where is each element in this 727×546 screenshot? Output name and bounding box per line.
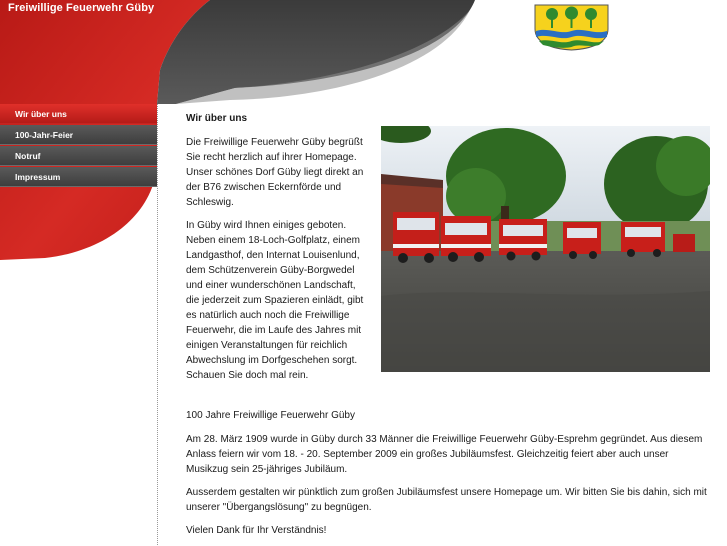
section-title: 100 Jahre Freiwillige Feuerwehr Güby [186, 410, 355, 421]
section-paragraph: Vielen Dank für Ihr Verständnis! [186, 525, 327, 536]
nav-item-100-jahr-feier[interactable]: 100-Jahr-Feier [0, 125, 157, 145]
nav-item-wir-ueber-uns[interactable]: Wir über uns [0, 104, 157, 124]
main-navigation [0, 104, 157, 188]
site-title: Freiwillige Feuerwehr Güby [8, 2, 155, 14]
fire-trucks-photo [381, 126, 710, 372]
intro-paragraph: Die Freiwillige Feuerwehr Güby begrüßt Sie recht herzlich auf ihrer Homepage. Unser schönes Dorf Güby liegt direkt an der B76 zwischen Eckernförde und Schleswig. [186, 137, 364, 208]
nav-item-notruf[interactable]: Notruf [0, 146, 157, 166]
coat-of-arms-icon [533, 3, 610, 51]
dotted-divider [157, 104, 158, 545]
intro-paragraph: In Güby wird Ihnen einiges geboten. Neben einem 18-Loch-Golfplatz, einem Landgasthof, den Internat Louisenlund, dem Schützenverein Güby-Borgwedel und einer wunderschönen Landschaft, die jederzeit zum Spazieren einlädt, gibt es natürlich auch noch die Freiwillige Feuerwehr, die im Laufe des Jahres mit einigen Veranstaltungen für reichlich Abwechslung im Dorfgeschehen sorgt. Schauen Sie doch mal rein. [186, 220, 364, 381]
page-heading: Wir über uns [186, 113, 248, 124]
section-paragraph: Am 28. März 1909 wurde in Güby durch 33 Männer die Freiwillige Feuerwehr Güby-Esprehm gegründet. Aus diesem Anlass feiern wir vom 18. - 20. September 2009 ein großes Jubiläumsfest. Gleichzeitig feiert aber auch unser Musikzug sein 25-jähriges Jubiläum. [186, 434, 703, 475]
nav-item-impressum[interactable]: Impressum [0, 167, 157, 187]
intro-text [186, 135, 371, 383]
section-paragraph: Ausserdem gestalten wir pünktlich zum großen Jubiläumsfest unsere Homepage um. Wir bitten Sie bis dahin, sich mit unserer "Übergangslösung" zu begnügen. [186, 487, 707, 513]
